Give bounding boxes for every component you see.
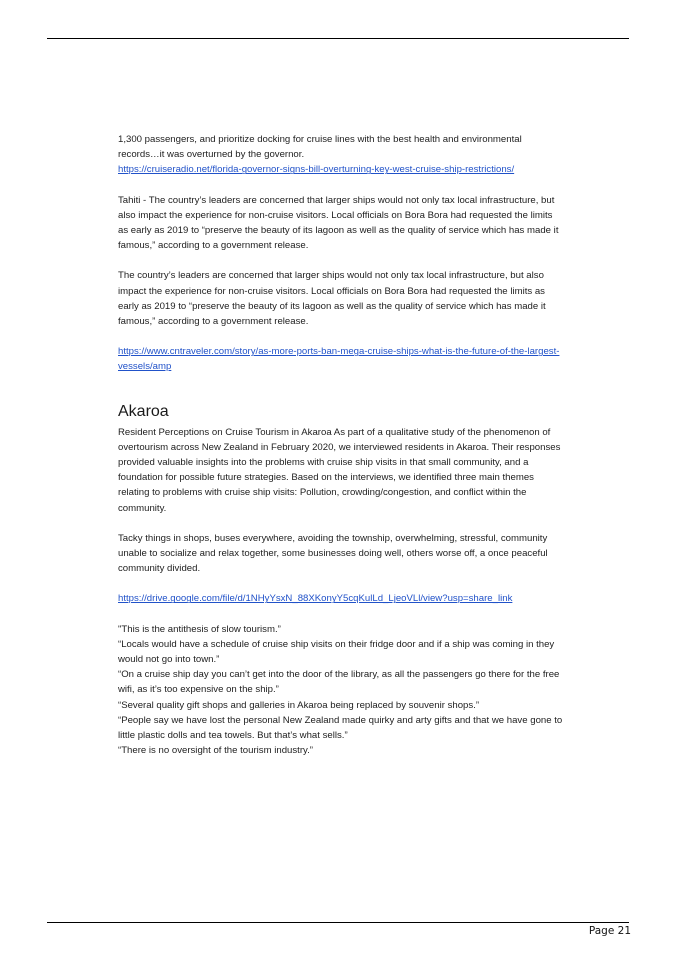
cntraveler-link-paragraph bbox=[118, 344, 563, 374]
leaders-paragraph: The country’s leaders are concerned that larger ships would not only tax local infrastructure, but also impact the experience for non-cruise visitors. Local officials on Bora Bora had requested the limits as early as 2019 to “preserve the beauty of its lagoon as well as the quality of service which has made it famous,” according to a government release. bbox=[118, 270, 546, 328]
page-number: Page 21 bbox=[588, 925, 631, 937]
cruiseradio-link[interactable]: https://cruiseradio.net/florida-governor-signs-bill-overturning-key-west-cruise-ship-restrictions/ bbox=[118, 164, 515, 176]
tacky-paragraph: Tacky things in shops, buses everywhere, avoiding the township, overwhelming, stressful, community unable to socialize and relax together, some businesses doing well, others worse off, a once peaceful community divided. bbox=[118, 532, 548, 575]
cntraveler-link[interactable]: https://www.cntraveler.com/story/as-more-ports-ban-mega-cruise-ships-what-is-the-future-of-the-largest-vessels/amp bbox=[118, 346, 560, 373]
footer-rule bbox=[47, 922, 629, 923]
quote-item: “There is no oversight of the tourism industry.” bbox=[118, 745, 313, 757]
quote-item: “Locals would have a schedule of cruise ship visits on their fridge door and if a ship was coming in they would not go into town.” bbox=[118, 638, 555, 666]
quote-item: "This is the antithesis of slow tourism.” bbox=[118, 623, 281, 635]
header-rule bbox=[47, 38, 629, 39]
intro-paragraph: 1,300 passengers, and prioritize docking for cruise lines with the best health and environmental records…it was overturned by the governor. bbox=[118, 134, 522, 161]
tahiti-paragraph: Tahiti - The country’s leaders are concerned that larger ships would not only tax local infrastructure, but also impact the experience for non-cruise visitors. Local officials on Bora Bora had requested the limits as early as 2019 to “preserve the beauty of its lagoon as well as the quality of service which has made it famous,” according to a government release. bbox=[118, 194, 559, 252]
resident-quotes bbox=[118, 622, 563, 759]
drive-link[interactable]: https://drive.google.com/file/d/1NHyYsxN_88XKonyY5cqKulLd_LjeoVLl/view?usp=share_link bbox=[118, 593, 513, 605]
page-content bbox=[118, 132, 563, 759]
quote-item: “Several quality gift shops and galleries in Akaroa being replaced by souvenir shops.” bbox=[118, 699, 480, 711]
akaroa-paragraph: Resident Perceptions on Cruise Tourism in Akaroa As part of a qualitative study of the phenomenon of overtourism across New Zealand in February 2020, we interviewed residents in Akaroa. Their responses provided valuable insights into the problems with cruise ship visits in that small community, and a foundation for possible future strategies. Based on the interviews, we identified three main themes relating to problems with cruise ship visits: Pollution, crowding/congestion, and conflict within the community. bbox=[118, 426, 561, 514]
quote-item: “People say we have lost the personal New Zealand made quirky and arty gifts and that we have gone to little plastic dolls and tea towels. But that’s what sells.” bbox=[118, 714, 563, 742]
quote-item: “On a cruise ship day you can’t get into the door of the library, as all the passengers go there for the free wifi, as it’s too expensive on the ship.” bbox=[118, 669, 560, 696]
intro-link-paragraph bbox=[118, 162, 563, 177]
drive-link-paragraph bbox=[118, 591, 563, 606]
akaroa-heading: Akaroa bbox=[118, 402, 169, 420]
